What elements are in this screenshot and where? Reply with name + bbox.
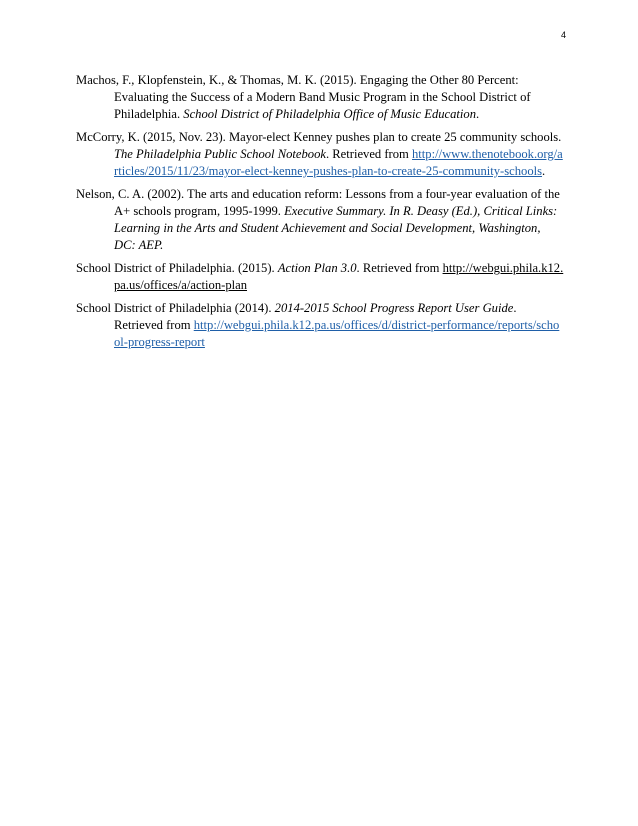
reference-entry-mccorry [76,129,564,180]
reference-list [76,72,564,357]
reference-text-after: . Retrieved from [325,147,412,161]
reference-italic-title: School District of Philadelphia Office of Music Education [183,107,477,121]
reference-text: School District of Philadelphia (2014). [76,301,275,315]
reference-entry-nelson [76,186,564,254]
reference-text-after: . Retrieved from [114,301,517,332]
reference-link-action-plan[interactable]: http://webgui.phila.k12.pa.us/offices/a/action-plan [114,261,564,292]
reference-text: School District of Philadelphia. (2015). [76,261,278,275]
reference-italic-title: The Philadelphia Public School Notebook [114,147,326,161]
reference-text: McCorry, K. (2015, Nov. 23). Mayor-elect Kenney pushes plan to create 25 community schools. [76,130,562,144]
reference-text-after: . Retrieved from [356,261,443,275]
reference-link-notebook[interactable]: http://www.thenotebook.org/articles/2015/11/23/mayor-elect-kenney-pushes-plan-to-create-25-community-schools [114,147,563,178]
reference-text: Machos, F., Klopfenstein, K., & Thomas, M. K. (2015). Engaging the Other 80 Percent: Evaluating the Success of a Modern Band Music Program in the School District of Philadelphia. [76,73,531,121]
reference-italic-title: Executive Summary. In R. Deasy (Ed.), Critical Links: Learning in the Arts and Student Achievement and Social Development, Washington, DC: AEP. [114,204,558,252]
reference-italic-title: 2014-2015 School Progress Report User Guide [274,301,514,315]
reference-link-trailing: . [542,164,546,178]
reference-text-after: . [476,107,480,121]
reference-entry-machos [76,72,564,123]
reference-link-progress-report[interactable]: http://webgui.phila.k12.pa.us/offices/d/district-performance/reports/school-progress-report [114,318,560,349]
reference-italic-title: Action Plan 3.0 [277,261,357,275]
reference-entry-sdp-action-plan [76,260,564,294]
reference-text: Nelson, C. A. (2002). The arts and education reform: Lessons from a four-year evaluation of the A+ schools program, 1995-1999. [76,187,560,218]
reference-entry-sdp-progress-report [76,300,564,351]
page-number: 4 [560,30,566,40]
